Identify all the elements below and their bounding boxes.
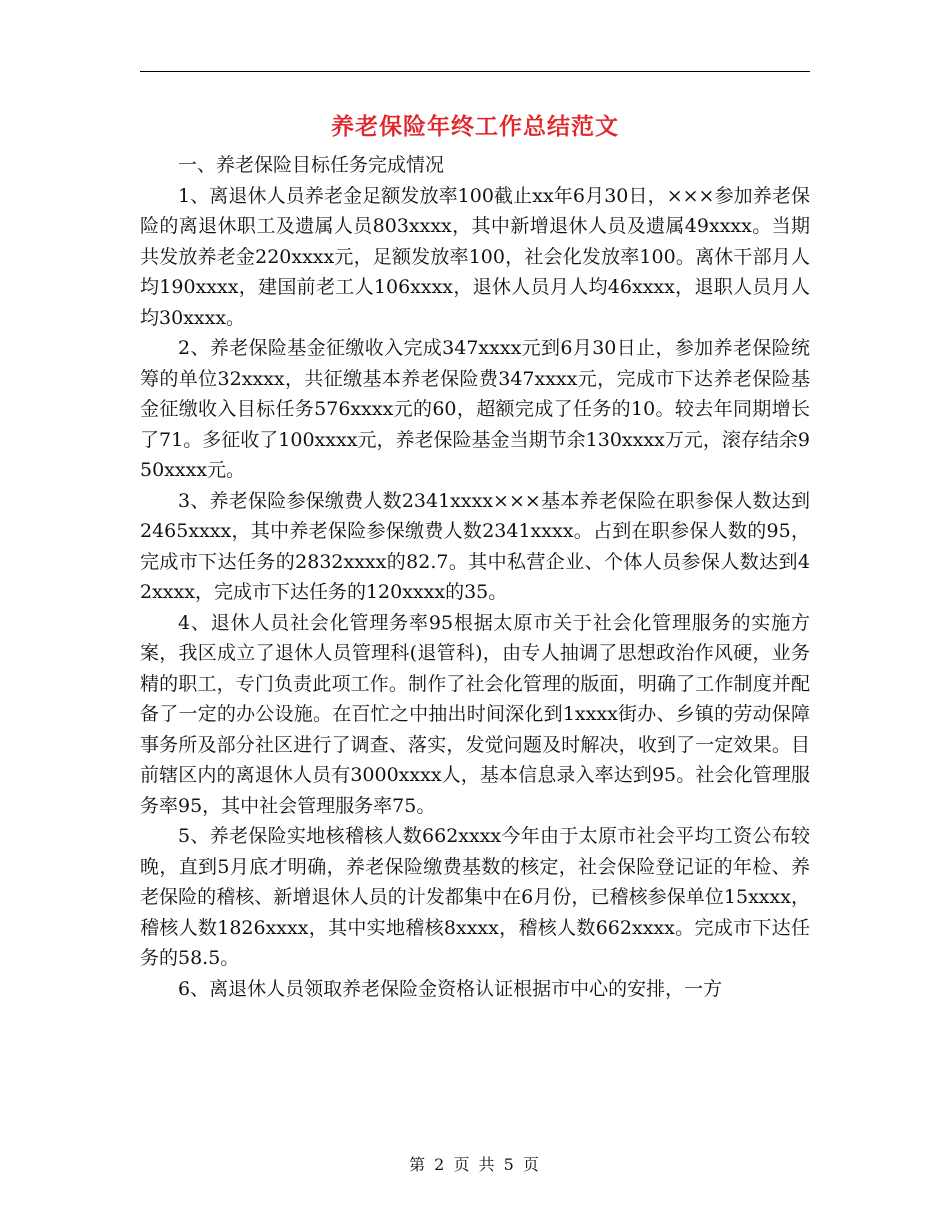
header-rule — [140, 71, 810, 72]
document-body — [140, 150, 810, 1004]
section-heading: 一、养老保险目标任务完成情况 — [178, 154, 445, 176]
paragraph-6: 6、离退休人员领取养老保险金资格认证根据市中心的安排，一方 — [178, 977, 723, 1000]
page-number: 第 2 页 共 5 页 — [409, 1155, 541, 1174]
paragraph-1: 1、离退休人员养老金足额发放率100截止xx年6月30日，×××参加养老保险的离退休职工及遗属人员803xxxx，其中新增退休人员及遗属49xxxx。当期共发放养老金220xxxx元，足额发放率100，社会化发放率100。离休干部月人均190xxxx，建国前老工人106xxxx，退休人员月人均46xxxx，退职人员月人均30xxxx。 — [140, 184, 810, 329]
paragraph-4: 4、退休人员社会化管理务率95根据太原市关于社会化管理服务的实施方案，我区成立了退休人员管理科(退管科)，由专人抽调了思想政治作风硬，业务精的职工，专门负责此项工作。制作了社会化管理的版面，明确了工作制度并配备了一定的办公设施。在百忙之中抽出时间深化到1xxxx街办、乡镇的劳动保障事务所及部分社区进行了调查、落实，发觉问题及时解决，收到了一定效果。目前辖区内的离退休人员有3000xxxx人，基本信息录入率达到95。社会化管理服务率95，其中社会管理服务率75。 — [140, 611, 810, 817]
document-title: 养老保险年终工作总结范文 — [331, 113, 619, 140]
paragraph-5: 5、养老保险实地核稽核人数662xxxx今年由于太原市社会平均工资公布较晚，直到5月底才明确，养老保险缴费基数的核定，社会保险登记证的年检、养老保险的稽核、新增退休人员的计发都集中在6月份，已稽核参保单位15xxxx，稽核人数1826xxxx，其中实地稽核8xxxx，稽核人数662xxxx。完成市下达任务的58.5。 — [140, 825, 810, 969]
paragraph-3: 3、养老保险参保缴费人数2341xxxx×××基本养老保险在职参保人数达到2465xxxx，其中养老保险参保缴费人数2341xxxx。占到在职参保人数的95，完成市下达任务的2832xxxx的82.7。其中私营企业、个体人员参保人数达到42xxxx，完成市下达任务的120xxxx的35。 — [140, 489, 810, 603]
paragraph-2: 2、养老保险基金征缴收入完成347xxxx元到6月30日止，参加养老保险统筹的单位32xxxx，共征缴基本养老保险费347xxxx元，完成市下达养老保险基金征缴收入目标任务576xxxx元的60，超额完成了任务的10。较去年同期增长了71。多征收了100xxxx元，养老保险基金当期节余130xxxx万元，滚存结余950xxxx元。 — [140, 337, 810, 481]
